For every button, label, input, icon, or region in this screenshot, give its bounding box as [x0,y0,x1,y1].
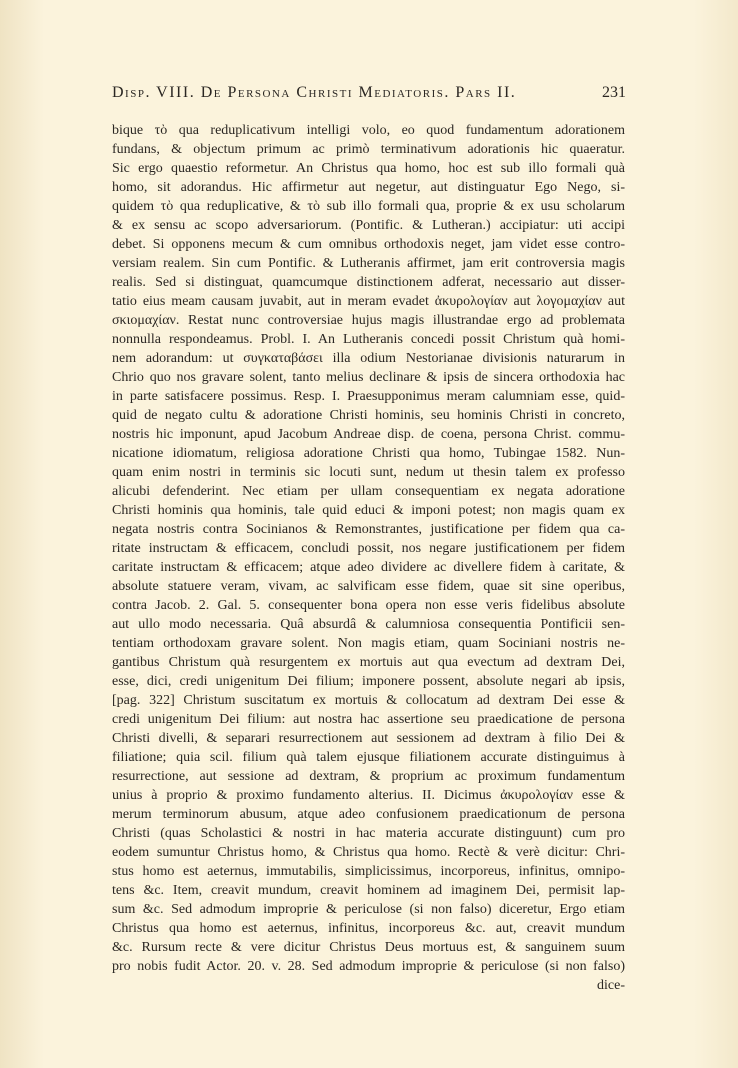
text-line: stus homo est aeternus, immutabilis, simplicissimus, incorporeus, infinitus, omnipo- [112,864,625,879]
text-line: credi unigenitum Dei filium: aut nostra hac assertione seu praedicatione de persona [112,712,625,727]
text-line: in parte satisfacere possimus. Resp. I. Praesupponimus meram calumniam esse, quid- [112,389,625,404]
text-line: tens &c. Item, creavit mundum, creavit hominem ad imaginem Dei, permisit lap- [112,883,625,898]
text-line: nem adorandum: ut συγκαταβάσει illa odium Nestorianae divisionis naturarum in [112,351,625,366]
text-line: Chrio quo nos gravare solent, tanto melius declinare & ipsis de sincera orthodoxia hac [112,370,625,385]
page-number: 231 [602,84,626,101]
text-line: debet. Si opponens mecum & cum omnibus orthodoxis neget, jam videt esse contro- [112,237,625,252]
text-line: dice- [597,978,625,993]
text-line: nonnulla respondeamus. Probl. I. An Lutheranis concedi possit Christum quà homi- [112,332,625,347]
text-line: merum terminorum abusum, atque adeo confusionem praedicationum de persona [112,807,625,822]
text-line: quid de negato cultu & adoratione Christi hominis, seu hominis Christi in concreto, [112,408,625,423]
text-line: gantibus Christum quà resurgentem ex mortuis aut qua evectum ad dextram Dei, [112,655,625,670]
text-line: resurrectione, aut sessione ad dextram, & proprium ac proximum fundamentum [112,769,625,784]
text-line: σκιομαχίαν. Restat nunc controversiae hujus magis illustrandae ergo ad problemata [112,313,625,328]
text-line: nostris hic imponunt, apud Jacobum Andreae disp. de coena, persona Christ. commu- [112,427,625,442]
text-line: tentiam orthodoxam gravare solent. Non magis etiam, quam Sociniani nostris ne- [112,636,625,651]
text-line: & ex sensu ac scopo adversariorum. (Pontific. & Lutheran.) accipiatur: uti accipi [112,218,625,233]
text-line: ritate instructam & efficacem, concludi possit, nos negare justificationem per fidem [112,541,625,556]
text-line: absolute statuere veram, vivam, ac salvificam esse fidem, quae sit sine operibus, [112,579,625,594]
text-line: quidem τὸ qua reduplicative, & τὸ sub illo formali qua, proprie & ex usu scholarum [112,199,625,214]
text-line: bique τὸ qua reduplicativum intelligi volo, eo quod fundamentum adorationem [112,123,625,138]
text-line: Christus qua homo est aeternus, infinitus, incorporeus &c. aut, creavit mundum [112,921,625,936]
body-text [112,121,625,995]
text-line: contra Jacob. 2. Gal. 5. consequenter bona opera non esse veris fidelibus absolute [112,598,625,613]
text-line: Christi divelli, & separari resurrectionem aut sessionem ad dextram à filio Dei & [112,731,625,746]
text-line: homo, sit adorandus. Hic affirmetur aut negetur, aut distinguatur Ego Nego, si- [112,180,625,195]
text-line: sum &c. Sed admodum improprie & periculose (si non falso) diceretur, Ergo etiam [112,902,625,917]
text-line: esse, dici, credi unigenitum Dei filium; imponere possent, absolute negari ab ipsis, [112,674,625,689]
page-header [112,84,626,106]
text-line: fundans, & objectum primum ac primò terminativum adorationis hic quaeratur. [112,142,625,157]
text-line: nicatione idiomatum, religiosa adoratione Christi qua homo, Tubingae 1582. Nun- [112,446,625,461]
text-line: caritate instructam & efficacem; atque adeo dividere ac divellere fidem à caritate, & [112,560,625,575]
text-line: versiam realem. Sin cum Pontific. & Lutheranis affirmet, jam erit controversia magis [112,256,625,271]
text-line: pro nobis fudit Actor. 20. v. 28. Sed admodum improprie & periculose (si non falso) [112,959,625,974]
text-line: realis. Sed si distinguat, quamcumque distinctionem adferat, necessario aut disser- [112,275,625,290]
text-line: eodem sumuntur Christus homo, & Christus qua homo. Rectè & verè dicitur: Chri- [112,845,625,860]
text-line: &c. Rursum recte & vere dicitur Christus Deus mortuus est, & sanguinem suum [112,940,625,955]
text-line: unius à proprio & proximo fundamento alterius. II. Dicimus ἀκυρολογίαν esse & [112,788,625,803]
text-line: filiatione; quia scil. filium quà talem ejusque filiationem accurate distinguimus à [112,750,625,765]
text-line: Christi hominis qua hominis, tale quid educi & imponi potest; non magis quam ex [112,503,625,518]
text-line: Sic ergo quaestio reformetur. An Christus qua homo, hoc est sub illo formali quà [112,161,625,176]
text-line: Christi (quas Scholastici & nostri in hac materia accurate distinguunt) cum pro [112,826,625,841]
text-line: quam enim nostri in terminis sic locuti sunt, nedum ut thesin talem ex professo [112,465,625,480]
text-line: aut ullo modo necessaria. Quâ absurdâ & calumniosa consequentia Pontificii sen- [112,617,625,632]
text-line: tatio eius meam causam juvabit, aut in meram evadet ἀκυρολογίαν aut λογομαχίαν aut [112,294,625,309]
text-line: alicubi defenderint. Nec etiam per ullam consequentiam ex negata adoratione [112,484,625,499]
text-line: [pag. 322] Christum suscitatum ex mortuis & collocatum ad dextram Dei esse & [112,693,625,708]
text-line: negata nostris contra Socinianos & Remonstrantes, justificatione per fidem qua ca- [112,522,625,537]
running-head: Disp. VIII. De Persona Christi Mediatoris. Pars II. [112,84,517,101]
